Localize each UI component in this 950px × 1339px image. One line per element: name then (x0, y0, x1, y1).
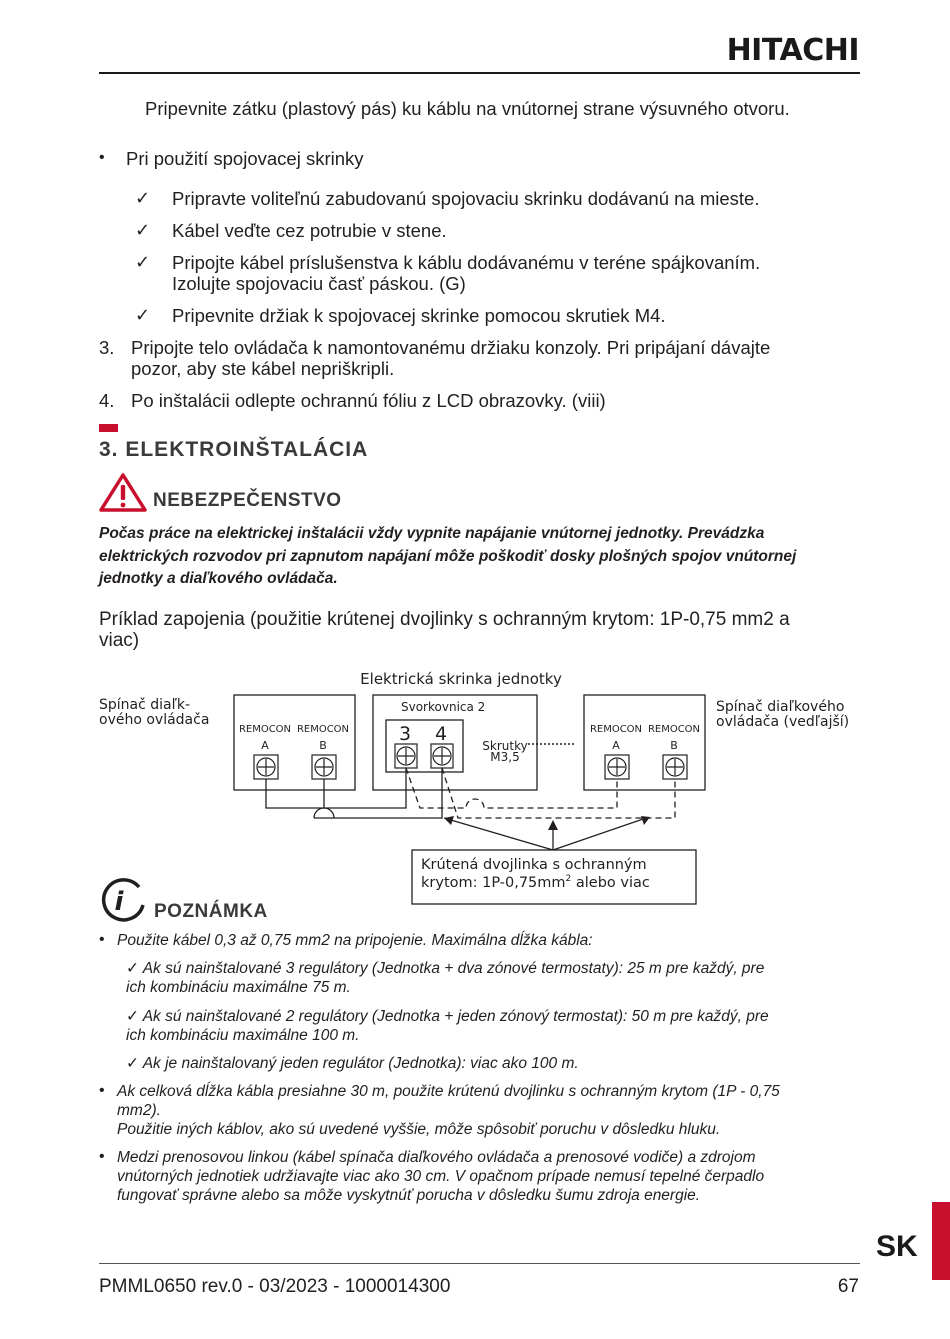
note-check-2-cont: ich kombináciu maximálne 100 m. (126, 1027, 360, 1044)
step-number: 4. (99, 390, 115, 411)
remocon-label: REMOCON (647, 724, 701, 735)
hitachi-logo: HITACHI (726, 33, 859, 68)
remocon-label: REMOCON (296, 724, 350, 735)
note-check-1: ✓ Ak sú nainštalované 3 regulátory (Jednotka + dva zónové termostaty): 25 m pre každý, pre (126, 960, 765, 977)
terminal-4-label: 4 (434, 723, 448, 745)
right-remote-label: ovládača (vedľajší) (716, 714, 850, 730)
danger-label: NEBEZPEČENSTVO (153, 490, 342, 511)
step-number: 3. (99, 337, 115, 358)
info-icon-letter: i (114, 887, 124, 917)
step-3-line1: Pripojte telo ovládača k namontovanému držiaku konzoly. Pri pripájaní dávajte (131, 337, 771, 358)
check-item-3: Pripojte kábel príslušenstva k káblu dodávanému v teréne spájkovaním. (172, 252, 761, 273)
diagram-box-title: Elektrická skrinka jednotky (360, 670, 562, 688)
language-tab (932, 1202, 950, 1280)
document-id: PMML0650 rev.0 - 03/2023 - 1000014300 (99, 1276, 451, 1297)
header-rule (99, 72, 860, 74)
left-remote-label: ového ovládača (99, 712, 210, 728)
check-item-4: Pripevnite držiak k spojovacej skrinke pomocou skrutiek M4. (172, 305, 666, 326)
note-bullet-3-cont: fungovať správne alebo sa môže vyskytnúť porucha v dôsledku šumu zdroja energie. (117, 1187, 701, 1204)
page-number: 67 (837, 1276, 859, 1297)
note-bullet-2: Ak celková dĺžka kábla presiahne 30 m, použite krútenú dvojlinku s ochranným krytom (1P - 0,75 (117, 1083, 780, 1100)
note-check-1-cont: ich kombináciu maximálne 75 m. (126, 979, 351, 996)
terminal-3-label: 3 (398, 723, 412, 745)
terminal-a-label: A (261, 739, 269, 752)
check-icon: ✓ (135, 305, 151, 325)
bullet-marker: • (99, 149, 105, 166)
note-bullet-3-cont: vnútorných jednotiek udržiavajte viac ako 30 cm. V opačnom prípade nemusí tepelné čerpadlo (117, 1168, 765, 1185)
check-icon: ✓ (135, 188, 151, 208)
check-item-1: Pripravte voliteľnú zabudovanú spojovaciu skrinku dodávanú na mieste. (172, 188, 760, 209)
note-bullet-2-cont: mm2). (117, 1102, 161, 1119)
remocon-label: REMOCON (238, 724, 292, 735)
terminal-b-label: B (670, 739, 678, 752)
note-bullet-2-cont: Použitie iných káblov, ako sú uvedené vyššie, môže spôsobiť poruchu v dôsledku hluku. (117, 1121, 721, 1138)
note-check-3: ✓ Ak je nainštalovaný jeden regulátor (Jednotka): viac ako 100 m. (126, 1055, 579, 1072)
check-item-2: Kábel veďte cez potrubie v stene. (172, 220, 447, 241)
terminal-a-label: A (612, 739, 620, 752)
step-4-line1: Po inštalácii odlepte ochrannú fóliu z LCD obrazovky. (viii) (131, 390, 606, 411)
section-accent-bar (99, 424, 118, 432)
step-3-line2: pozor, aby ste kábel nepriškripli. (131, 358, 395, 379)
bullet-marker: • (99, 1148, 105, 1165)
example-line2: viac) (99, 630, 140, 651)
example-line1: Príklad zapojenia (použitie krútenej dvojlinky s ochranným krytom: 1P-0,75 mm2 a (99, 609, 790, 630)
bullet-marker: • (99, 1082, 105, 1099)
danger-line: jednotky a diaľkového ovládača. (99, 570, 338, 587)
terminal-block-label: Svorkovnica 2 (401, 700, 486, 714)
danger-line: Počas práce na elektrickej inštalácii vždy vypnite napájanie vnútornej jednotky. Prevádzka (99, 525, 765, 542)
cable-label-line2 (421, 874, 650, 891)
note-label: POZNÁMKA (154, 901, 268, 922)
right-remote-label: Spínač diaľkového (716, 699, 845, 715)
wiring-diagram (0, 660, 950, 910)
danger-line: elektrických rozvodov pri zapnutom napájaní môže poškodiť dosky plošných spojov vnútornej (99, 547, 797, 565)
left-remote-box (234, 695, 355, 790)
note-bullet-3: Medzi prenosovou linkou (kábel spínača diaľkového ovládača a prenosové vodiče) a zdrojom (117, 1149, 756, 1166)
danger-text (99, 523, 859, 591)
terminal-b-label: B (319, 739, 327, 752)
cable-label-line1: Krútená dvojlinka s ochranným (421, 857, 647, 873)
bullet-junction-text: Pri použití spojovacej skrinky (126, 148, 364, 169)
check-item-3-cont: Izolujte spojovaciu časť páskou. (G) (172, 273, 466, 294)
bullet-marker: • (99, 931, 105, 948)
info-icon (99, 877, 147, 923)
cable-label-superscript: 2 (565, 874, 572, 884)
remocon-label: REMOCON (589, 724, 643, 735)
screws-label: Skrutky (482, 739, 528, 753)
language-code: SK (876, 1230, 918, 1263)
note-check-2: ✓ Ak sú nainštalované 2 regulátory (Jednotka + jeden zónový termostat): 50 m pre každý, pre (126, 1008, 769, 1025)
cable-label-suffix: alebo viac (571, 875, 650, 891)
check-icon: ✓ (135, 220, 151, 240)
footer-rule (99, 1263, 860, 1264)
check-icon: ✓ (135, 252, 151, 272)
note-bullet-1: Použite kábel 0,3 až 0,75 mm2 na pripojenie. Maximálna dĺžka kábla: (117, 932, 593, 949)
section-title: 3. ELEKTROINŠTALÁCIA (99, 438, 369, 461)
danger-icon (99, 472, 147, 512)
cable-label-text: krytom: 1P-0,75mm (421, 875, 566, 891)
intro-text: Pripevnite zátku (plastový pás) ku káblu na vnútornej strane výsuvného otvoru. (145, 98, 790, 119)
screws-label: M3,5 (490, 750, 520, 764)
left-remote-label: Spínač diaľk- (99, 697, 191, 713)
